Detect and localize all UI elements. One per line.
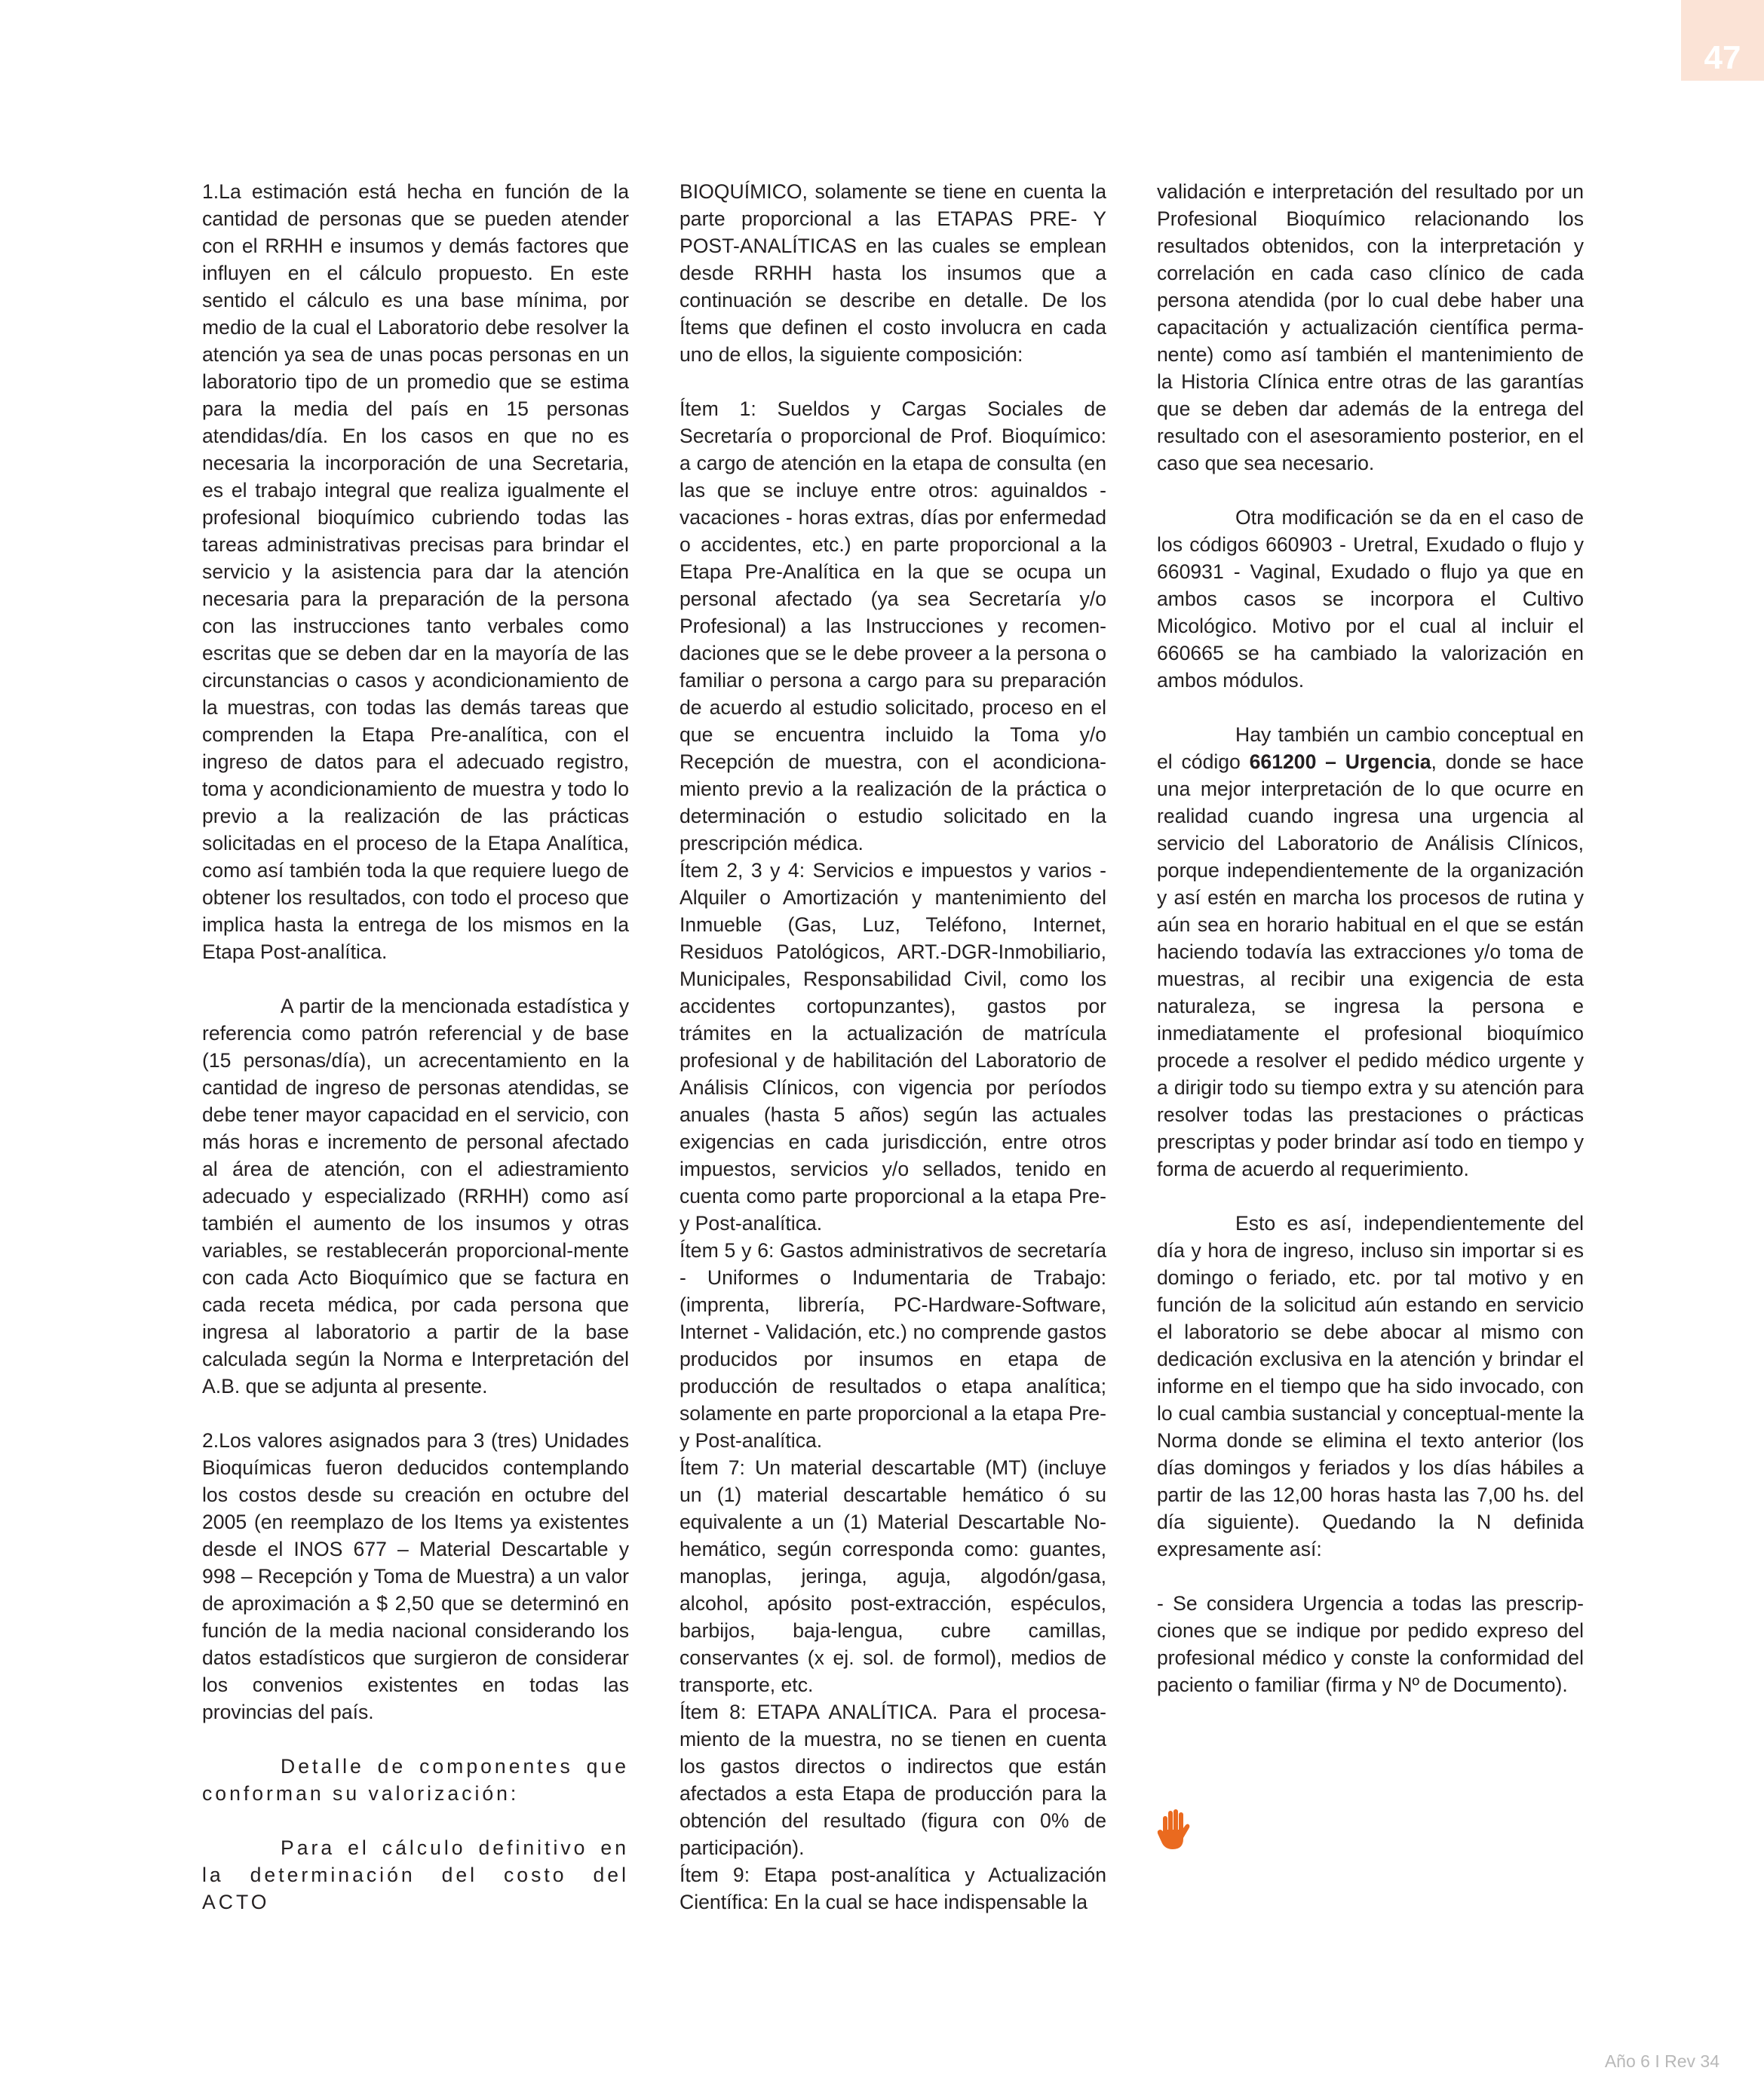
paragraph-valores-asignados: 2.Los valores asignados para 3 (tres) Unidades Bioquímicas fueron deducidos contemplando los costos desde su creación en octubre del 2005 (en reemplazo de los Items ya existentes desde el INOS 677 – Material Descartable y 998 – Recepción y Toma de Muestra) a un valor de aproximación a $ 2,50 que se determinó en función de la media nacional considerando los datos estadísticos que surgieron de considerar los convenios existentes en todas las provincias del país. xyxy=(202,1429,629,1723)
stop-hand-icon xyxy=(1157,1809,1192,1851)
column-left xyxy=(202,178,629,1916)
item-7-material-descartable: Ítem 7: Un material descartable (MT) (incluye un (1) material descartable hemático ó su equivalente a un (1) Material Descartable No-hemático, según corresponda como: guantes, manoplas, jeringa, aguja, algodón/gasa, alcohol, apósito post-extracción, espéculos, barbijos, baja-lengua, cubre camillas, conservantes (x ej. sol. de formol), medios de transporte, etc. xyxy=(680,1456,1106,1696)
paragraph-estadistica: A partir de la mencionada estadística y referencia como patrón referencial y de base (15 personas/día), un acrecentamiento en la cantidad de ingreso de personas atendidas, se debe tener mayor capacidad en el servicio, con más horas e incremento de personal afectado al área de atención, con el adiestramiento adecuado y especializado (RRHH) como así también el aumento de los insumos y otras variables, se restablecerán proporcional-mente con cada Acto Bioquímico que se factura en cada receta médica, por cada persona que ingresa al laboratorio a partir de la base calculada según la Norma e Interpretación del A.B. que se adjunta al presente. xyxy=(202,995,629,1397)
item-8-etapa-analitica: Ítem 8: ETAPA ANALÍTICA. Para el procesa-miento de la muestra, no se tienen en cuenta los gastos directos o indirectos que están afectados a esta Etapa de producción para la obtención del resultado (figura con 0% de participación). xyxy=(680,1701,1106,1859)
page-number: 47 xyxy=(1704,39,1741,76)
column-right xyxy=(1157,178,1584,1698)
cambio-conceptual-intro: Hay también un cambio conceptual en el código xyxy=(1157,723,1584,773)
paragraph-bioquimico: BIOQUÍMICO, solamente se tiene en cuenta la parte proporcional a las ETAPAS PRE- Y POST-ANALÍTICAS en las cuales se emplean desde RRHH hasta los insumos que a continuación se describe en detalle. De los Ítems que definen el costo involucra en cada uno de ellos, la siguiente composición: xyxy=(680,180,1106,366)
paragraph-definicion-urgencia: - Se considera Urgencia a todas las prescrip-ciones que se indique por pedido expreso del profesional médico y conste la conformidad del paciento o familiar (firma y Nº de Documento). xyxy=(1157,1592,1584,1696)
paragraph-validacion: validación e interpretación del resultado por un Profesional Bioquímico relacionando los resultados obtenidos, con la interpretación y correlación en cada caso clínico de cada persona atendida (por lo cual debe haber una capacitación y actualización científica perma-nente) como así también el mantenimiento de la Historia Clínica entre otras de las garantías que se deben dar además de la entrega del resultado con el asesoramiento posterior, en el caso que sea necesario. xyxy=(1157,180,1584,474)
item-2-servicios: Ítem 2, 3 y 4: Servicios e impuestos y varios - Alquiler o Amortización y mantenimiento del Inmueble (Gas, Luz, Teléfono, Internet, Residuos Patológicos, ART.-DGR-Inmobiliario, Municipales, Responsabilidad Civil, como los accidentes cortopunzantes), gastos por trámites en la actualización de matrícula profesional y de habilitación del Laboratorio de Análisis Clínicos, con vigencia por períodos anuales (hasta 5 años) según las actuales exigencias en cada jurisdicción, entre otros impuestos, servicios y/o sellados, tenido en cuenta como parte proporcional a la etapa Pre- y Post-analítica. xyxy=(680,859,1106,1235)
paragraph-detalle-componentes: Detalle de componentes que conforman su valorización: xyxy=(202,1755,629,1805)
paragraph-otra-modificacion: Otra modificación se da en el caso de los códigos 660903 - Uretral, Exudado o flujo y 660931 - Vaginal, Exudado o flujo ya que en ambos casos se incorpora el Cultivo Micológico. Motivo por el cual al incluir el 660665 se ha cambiado la valorización en ambos módulos. xyxy=(1157,506,1584,692)
footer-issue: Año 6 I Rev 34 xyxy=(1604,2051,1720,2071)
cambio-conceptual-body: , donde se hace una mejor interpretación de lo que ocurre en realidad cuando ingresa una urgencia al servicio del Laboratorio de Análisis Clínicos, porque independientemente de la organización y así estén en marcha los procesos de rutina y aún sea en horario habitual en el que se están haciendo todavía las extracciones y/o toma de muestras, al recibir una exigencia de esta naturaleza, se ingresa la persona e inmediatamente el profesional bioquímico procede a resolver el pedido médico urgente y a dirigir todo su tiempo extra y su atención para resolver todas las prestaciones o prácticas prescriptas y poder brindar así todo en tiempo y forma de acuerdo al requerimiento. xyxy=(1157,750,1584,1180)
column-middle xyxy=(680,178,1106,1916)
paragraph-estimacion: 1.La estimación está hecha en función de la cantidad de personas que se pueden atender con el RRHH e insumos y demás factores que influyen en el cálculo propuesto. En este sentido el cálculo es una base mínima, por medio de la cual el Laboratorio debe resolver la atención ya sea de unas pocas personas en un laboratorio tipo de un promedio que se estima para la media del país en 15 personas atendidas/día. En los casos en que no es necesaria la incorporación de una Secretaria, es el trabajo integral que realiza igualmente el profesional bioquímico cubriendo todas las tareas administrativas precisas para brindar el servicio y la asistencia para dar la atención necesaria para la preparación de la persona con las instrucciones tanto verbales como escritas que se deben dar en la mayoría de las circunstancias o casos y acondicionamiento de la muestras, con todas las demás tareas que comprenden la Etapa Pre-analítica, con el ingreso de datos para el adecuado registro, toma y acondicionamiento de muestra y todo lo previo a la realización de las prácticas solicitadas en el proceso de la Etapa Analítica, como así también toda la que requiere luego de obtener los resultados, con todo el proceso que implica hasta la entrega de los mismos en la Etapa Post-analítica. xyxy=(202,180,629,963)
item-9-etapa-post-analitica: Ítem 9: Etapa post-analítica y Actualización Científica: En la cual se hace indispensable la xyxy=(680,1864,1106,1913)
paragraph-esto-es-asi: Esto es así, independientemente del día y hora de ingreso, incluso sin importar si es domingo o feriado, etc. por tal motivo y en función de la solicitud aún estando en servicio el laboratorio se debe abocar al mismo con dedicación exclusiva en la atención y brindar el informe en el tiempo que ha sido invocado, con lo cual cambia sustancial y conceptual-mente la Norma donde se elimina el texto anterior (los días domingos y feriados y los días hábiles a partir de las 12,00 horas hasta las 7,00 hs. del día siguiente). Quedando la N definida expresamente así: xyxy=(1157,1212,1584,1560)
paragraph-calculo-definitivo: Para el cálculo definitivo en la determinación del costo del ACTO xyxy=(202,1836,629,1913)
item-5-gastos-administrativos: Ítem 5 y 6: Gastos administrativos de secretaría - Uniformes o Indumentaria de Trabajo: (imprenta, librería, PC-Hardware-Software, Internet - Validación, etc.) no comprende gastos producidos por insumos en etapa de producción de resultados o etapa analítica; solamente en parte proporcional a la etapa Pre- y Post-analítica. xyxy=(680,1239,1106,1452)
codigo-urgencia: 661200 – Urgencia xyxy=(1249,750,1431,773)
paragraph-cambio-conceptual xyxy=(1157,721,1584,1183)
item-1-sueldos: Ítem 1: Sueldos y Cargas Sociales de Secretaría o proporcional de Prof. Bioquímico: a cargo de atención en la etapa de consulta (en las que se incluye entre otros: aguinaldos - vacaciones - horas extras, días por enfermedad o accidentes, etc.) en parte proporcional a la Etapa Pre-Analítica en la que se ocupa un personal afectado (ya sea Secretaría y/o Profesional) a las Instrucciones y recomen-daciones que se le debe proveer a la persona o familiar o persona a cargo para su preparación de acuerdo al estudio solicitado, proceso en el que se encuentra incluido la Toma y/o Recepción de muestra, con el acondiciona-miento previo a la realización de la práctica o determinación o estudio solicitado en la prescripción médica. xyxy=(680,397,1106,854)
